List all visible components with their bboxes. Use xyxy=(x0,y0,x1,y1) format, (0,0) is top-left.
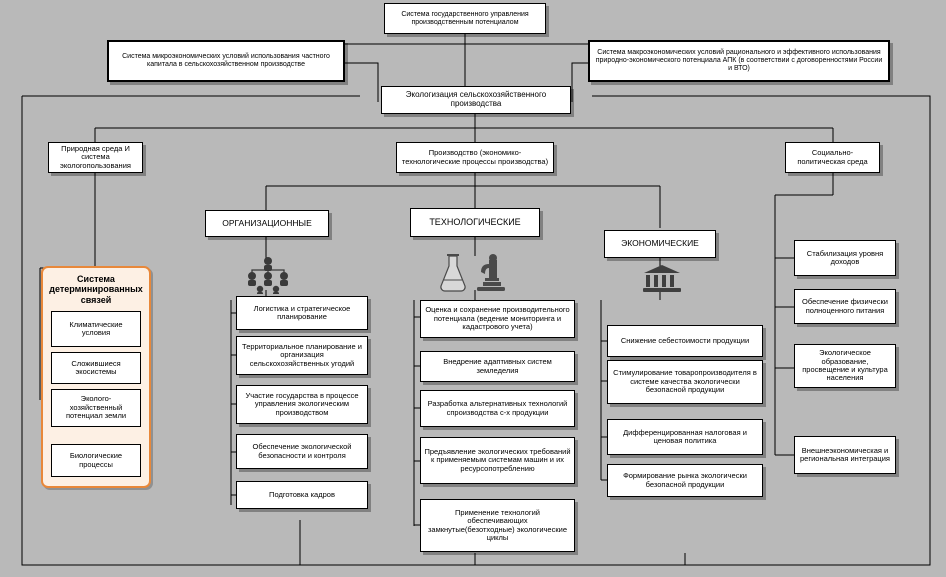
node-tech-alternative-tech-label: Разработка альтернативных технологий спроизводства с-х продукции xyxy=(427,399,568,417)
bank-building-icon xyxy=(642,264,682,292)
node-social-nutrition xyxy=(794,289,896,324)
node-tech-alternative-tech xyxy=(420,390,575,427)
node-tech-potential-assessment-label: Оценка и сохранение производительного потенциала (ведение мониторинга и кадастрового учета) xyxy=(425,305,570,332)
node-social-income-stabilization xyxy=(794,240,896,276)
node-org-eco-safety xyxy=(236,434,368,469)
node-social-political xyxy=(785,142,880,173)
node-econ-market-formation-label: Формирование рынка экологически безопасной продукции xyxy=(623,471,747,489)
node-state-management-label: Система государственного управления производственным потенциалом xyxy=(401,10,529,26)
node-land-potential xyxy=(51,389,141,427)
node-econ-cost-reduction xyxy=(607,325,763,357)
node-microeconomic-conditions-label: Система микроэкономических условий использования частного капитала в сельскохозяйственном производстве xyxy=(122,53,330,68)
node-social-eco-education xyxy=(794,344,896,388)
node-tech-adaptive-systems-label: Внедрение адаптивных систем земледелия xyxy=(443,357,552,375)
node-social-political-label: Социально-политическая среда xyxy=(797,148,868,166)
node-group-organizational-label: ОРГАНИЗАЦИОННЫЕ xyxy=(222,217,312,228)
node-econ-tax-policy xyxy=(607,419,763,455)
node-tech-eco-requirements xyxy=(420,437,575,484)
node-ecologization-label: Экологизация сельскохозяйственного производства xyxy=(405,90,547,108)
node-org-state-participation xyxy=(236,385,368,424)
node-org-staff-training-label: Подготовка кадров xyxy=(269,489,335,499)
node-org-logistics-label: Логистика и стратегическое планирование xyxy=(253,303,351,321)
node-tech-potential-assessment xyxy=(420,300,575,338)
node-group-technological xyxy=(410,208,540,237)
node-macroeconomic-conditions xyxy=(588,40,890,82)
node-production-label: Производство (экономико-технологические процессы производства) xyxy=(401,148,549,166)
node-econ-tax-policy-label: Дифференцированная налоговая и ценовая политика xyxy=(623,427,747,445)
node-group-organizational xyxy=(205,210,329,237)
node-existing-ecosystems xyxy=(51,352,141,384)
node-state-management xyxy=(384,3,546,34)
node-ecologization xyxy=(381,86,571,114)
node-land-potential-label: Эколого-хозяйственный потенциал земли xyxy=(65,394,127,421)
node-org-staff-training xyxy=(236,481,368,509)
node-tech-eco-requirements-label: Предъявление экологических требований к применяемым системам машин и их ресурсопотреблению xyxy=(424,446,571,473)
node-climatic-conditions xyxy=(51,311,141,347)
node-production xyxy=(396,142,554,173)
node-tech-closed-cycles-label: Применение технологий обеспечивающих замкнутые(безотходные) экологические циклы xyxy=(427,507,567,542)
node-econ-producer-stimulation-label: Стимулирование товаропроизводителя в системе качества экологически безопасной продукции xyxy=(613,368,757,395)
node-microeconomic-conditions xyxy=(107,40,345,82)
node-org-territorial-planning xyxy=(236,336,368,375)
node-macroeconomic-conditions-label: Система макроэкономических условий рационального и эффективного использования природно-экономического потенциала АПК (в соответствии с договоренностями России и ВТО) xyxy=(595,49,883,72)
node-group-economic xyxy=(604,230,716,258)
node-social-integration xyxy=(794,436,896,474)
node-econ-producer-stimulation xyxy=(607,360,763,404)
node-org-eco-safety-label: Обеспечение экологической безопасности и контроля xyxy=(252,442,352,460)
node-nature-environment-label: Природная среда И система экологопользования xyxy=(60,143,131,170)
node-group-economic-label: ЭКОНОМИЧЕСКИЕ xyxy=(621,238,699,249)
node-climatic-conditions-label: Климатические условия xyxy=(69,319,123,337)
microscope-flask-icon xyxy=(437,252,511,294)
node-existing-ecosystems-label: Сложившиеся экосистемы xyxy=(71,358,121,376)
node-tech-adaptive-systems xyxy=(420,351,575,382)
node-org-logistics xyxy=(236,296,368,330)
node-org-state-participation-label: Участие государства в процессе управления экологическим производством xyxy=(245,390,359,417)
node-org-territorial-planning-label: Территориальное планирование и организация сельскохозяйственных угодий xyxy=(242,341,362,368)
node-tech-closed-cycles xyxy=(420,499,575,552)
org-chart-icon xyxy=(244,256,292,294)
node-social-integration-label: Внешнеэкономическая и региональная интеграция xyxy=(800,445,890,463)
determinant-links-title: Система детерминированных связей xyxy=(49,274,143,305)
node-nature-environment xyxy=(48,142,143,173)
node-social-nutrition-label: Обеспечение физически полноценного питания xyxy=(802,297,888,315)
node-biological-processes-label: Биологические процессы xyxy=(69,451,123,469)
node-group-technological-label: ТЕХНОЛОГИЧЕСКИЕ xyxy=(429,217,521,228)
node-social-income-stabilization-label: Стабилизация уровня доходов xyxy=(806,248,884,266)
node-social-eco-education-label: Экологическое образование, просвещение и культура населения xyxy=(802,348,888,383)
node-econ-market-formation xyxy=(607,464,763,497)
node-biological-processes xyxy=(51,444,141,477)
node-econ-cost-reduction-label: Снижение себестоимости продукции xyxy=(620,335,750,345)
